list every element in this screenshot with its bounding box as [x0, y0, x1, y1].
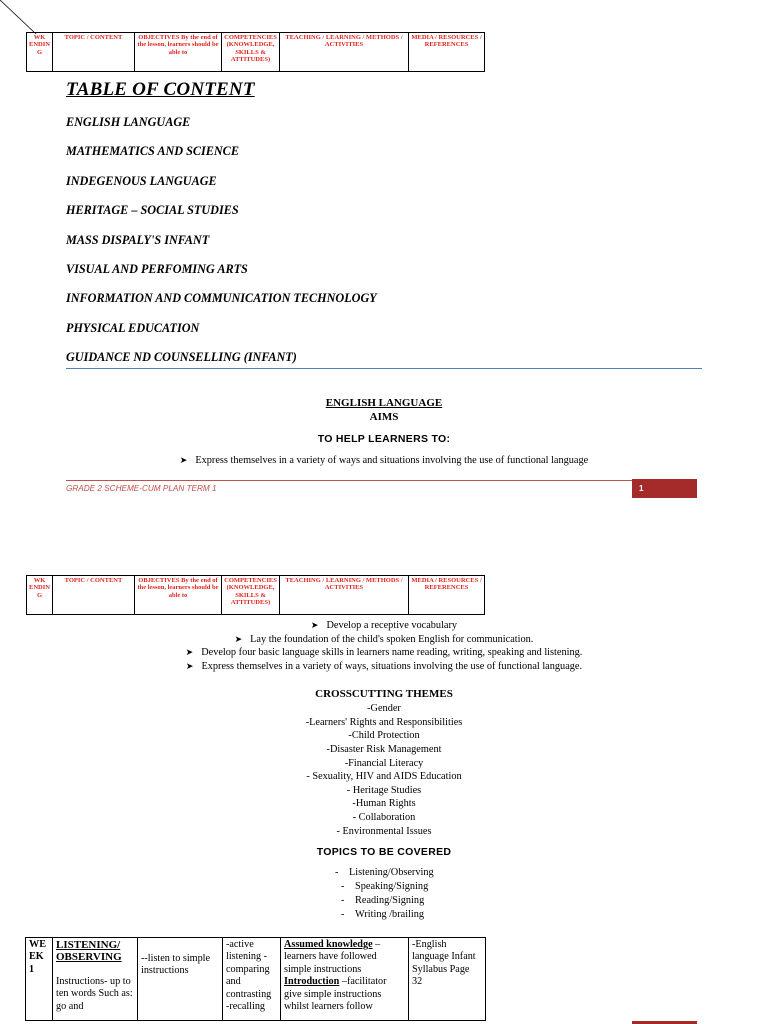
header-table-page-2: [26, 575, 485, 615]
topic-title: LISTENING/ OBSERVING: [56, 939, 122, 964]
toc-divider: [66, 368, 702, 369]
crosscutting-item: -Financial Literacy: [344, 757, 424, 769]
toc-item: PHYSICAL EDUCATION: [66, 320, 200, 335]
toc-item: INFORMATION AND COMMUNICATION TECHNOLOGY: [66, 291, 377, 306]
aim-bullet: ➤ Develop four basic language skills in learners name reading, writing, speaking and listening.: [185, 647, 583, 658]
toc-item: INDEGENOUS LANGUAGE: [66, 173, 217, 188]
table-row: [26, 938, 486, 1021]
crosscutting-item: -Learners' Rights and Responsibilities: [305, 716, 463, 728]
crosscutting-item: - Sexuality, HIV and AIDS Education: [306, 771, 462, 783]
arrow-bullet-icon: ➤: [185, 647, 194, 657]
crosscutting-title: CROSSCUTTING THEMES: [315, 688, 453, 700]
arrow-bullet-icon: ➤: [185, 661, 194, 671]
aim-bullet: ➤ Lay the foundation of the child's spoken English for communication.: [234, 634, 534, 645]
arrow-bullet-icon: ➤: [310, 620, 319, 630]
header-cell-methods: TEACHING / LEARNING / METHODS / ACTIVITIES: [280, 576, 409, 615]
week-cell: WE EK 1: [26, 938, 53, 1021]
topic-item: - Writing /brailing: [341, 909, 425, 920]
help-learners-heading: TO HELP LEARNERS TO:: [317, 433, 451, 445]
aim-bullet: ➤ Express themselves in a variety of ways, situations involving the use of functional language.: [185, 661, 583, 672]
toc-item: MASS DISPALY'S INFANT: [66, 232, 210, 247]
topics-title: TOPICS TO BE COVERED: [316, 846, 452, 858]
arrow-bullet-icon: ➤: [234, 634, 243, 644]
header-cell-week: WK ENDIN G: [27, 33, 53, 72]
footer-divider: [66, 480, 632, 481]
topic-item: - Reading/Signing: [341, 895, 425, 906]
week-table: [25, 937, 486, 1021]
crosscutting-item: -Child Protection: [348, 730, 420, 742]
topic-cell: [53, 938, 138, 1021]
crosscutting-item: -Disaster Risk Management: [326, 743, 442, 755]
topic-item: - Listening/Observing: [335, 867, 434, 878]
topic-item: - Speaking/Signing: [341, 881, 429, 892]
arrow-bullet-icon: ➤: [179, 455, 188, 465]
crosscutting-item: -Human Rights: [352, 798, 416, 810]
aim-bullet: ➤ Develop a receptive vocabulary: [310, 620, 458, 631]
crosscutting-item: - Heritage Studies: [346, 784, 422, 796]
toc-list: [66, 114, 377, 379]
header-cell-objectives: OBJECTIVES By the end of the lesson, learners should be able to: [135, 576, 222, 615]
header-cell-competencies: COMPETENCIES (KNOWLEDGE, SKILLS & ATTITUDES): [222, 576, 280, 615]
crosscutting-item: - Environmental Issues: [336, 825, 432, 837]
toc-item: HERITAGE – SOCIAL STUDIES: [66, 203, 239, 218]
toc-title: TABLE OF CONTENT: [66, 79, 255, 100]
header-cell-topic: TOPIC / CONTENT: [53, 576, 135, 615]
header-cell-competencies: COMPETENCIES (KNOWLEDGE, SKILLS & ATTITUDES): [222, 33, 280, 72]
toc-item: VISUAL AND PERFOMING ARTS: [66, 261, 248, 276]
header-cell-week: WK ENDIN G: [27, 576, 53, 615]
competency-cell: -active listening - comparing and contrasting -recalling: [223, 938, 281, 1021]
header-cell-media: MEDIA / RESOURCES / REFERENCES: [409, 33, 485, 72]
footer-text: GRADE 2 SCHEME-CUM PLAN TERM 1: [66, 484, 217, 493]
assumed-knowledge-label: Assumed knowledge: [284, 939, 373, 950]
page-number-box: [632, 479, 697, 498]
header-cell-objectives: OBJECTIVES By the end of the lesson, learners should be able to: [135, 33, 222, 72]
topics-list: [335, 866, 434, 922]
toc-item: GUIDANCE ND COUNSELLING (INFANT): [66, 350, 297, 365]
methods-cell: Assumed knowledge – learners have followed simple instructions Introduction –facilitator give simple instructions whilst learners follow: [281, 938, 409, 1021]
introduction-label: Introduction: [284, 976, 340, 988]
header-cell-media: MEDIA / RESOURCES / REFERENCES: [409, 576, 485, 615]
aim-bullet: ➤ Express themselves in a variety of ways and situations involving the use of functional language: [179, 455, 589, 466]
crosscutting-item: -Gender: [367, 703, 401, 714]
media-cell: -English language Infant Syllabus Page 32: [409, 938, 486, 1021]
aims-heading: AIMS: [369, 411, 399, 423]
english-heading: ENGLISH LANGUAGE: [325, 397, 443, 409]
header-table-page-1: [26, 32, 485, 72]
toc-item: MATHEMATICS AND SCIENCE: [66, 144, 239, 159]
crosscutting-list: [0, 702, 768, 838]
header-cell-topic: TOPIC / CONTENT: [53, 33, 135, 72]
header-cell-methods: TEACHING / LEARNING / METHODS / ACTIVITIES: [280, 33, 409, 72]
page-number: 1: [639, 484, 644, 493]
objective-cell: --listen to simple instructions: [138, 938, 223, 1021]
topic-body: Instructions- up to ten words Such as: go and: [56, 975, 133, 1012]
toc-item: ENGLISH LANGUAGE: [66, 115, 191, 129]
crosscutting-item: - Collaboration: [352, 812, 416, 824]
